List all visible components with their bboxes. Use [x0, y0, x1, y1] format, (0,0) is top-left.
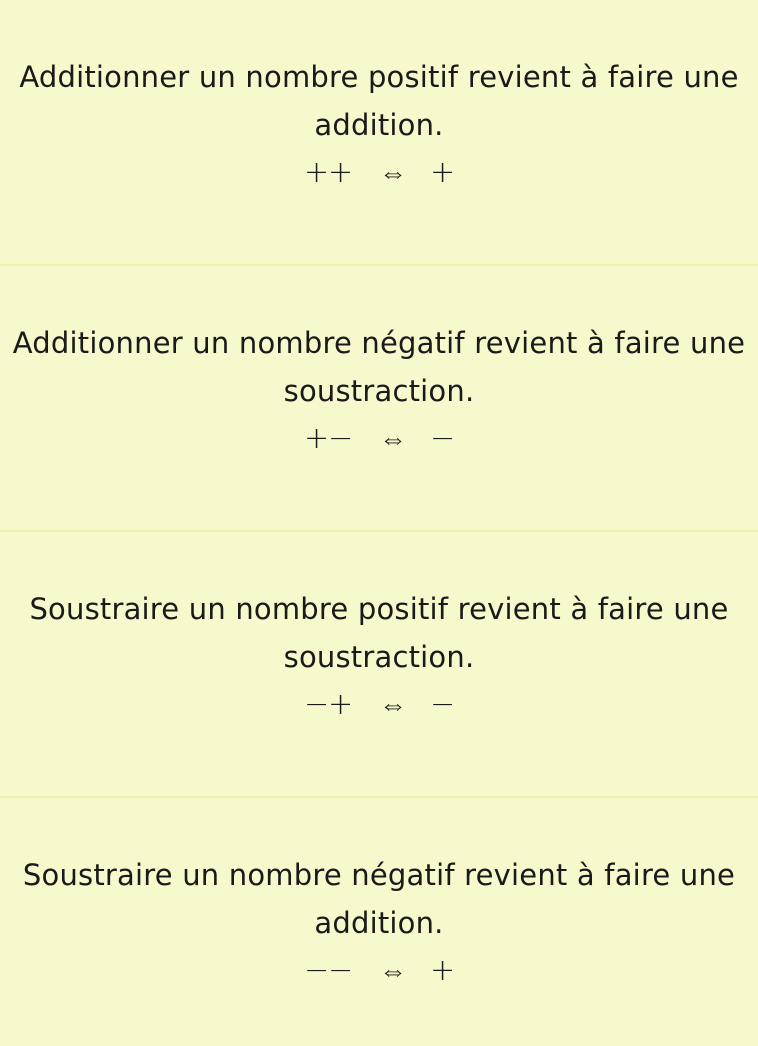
sign-formula: [304, 153, 454, 193]
result-sign: +: [430, 953, 456, 988]
result-sign: −: [430, 421, 456, 456]
equivalence-arrow-icon: ⇔: [379, 156, 407, 189]
equivalence-arrow-icon: ⇔: [379, 688, 407, 721]
rule-text: Additionner un nombre positif revient à faire une addition.: [19, 60, 739, 142]
sign-formula: [304, 951, 454, 991]
equivalence-arrow-icon: ⇔: [379, 954, 407, 987]
rule-text: Soustraire un nombre positif revient à faire une soustraction.: [29, 592, 729, 674]
second-sign: −: [328, 953, 354, 988]
sign-formula: [304, 685, 454, 725]
sign-formula: [304, 419, 454, 459]
second-sign: −: [328, 421, 354, 456]
rule-text: Soustraire un nombre négatif revient à faire une addition.: [22, 858, 736, 940]
result-sign: −: [430, 687, 456, 722]
rule-card-subtract-positive: [0, 532, 758, 798]
second-sign: +: [328, 687, 354, 722]
first-sign: +: [304, 155, 330, 190]
first-sign: +: [304, 421, 330, 456]
rule-card-add-negative: [0, 266, 758, 532]
result-sign: +: [430, 155, 456, 190]
rule-card-subtract-negative: [0, 798, 758, 1046]
rule-text: Additionner un nombre négatif revient à faire une soustraction.: [12, 326, 746, 408]
equivalence-arrow-icon: ⇔: [379, 422, 407, 455]
first-sign: −: [304, 953, 330, 988]
first-sign: −: [304, 687, 330, 722]
second-sign: +: [328, 155, 354, 190]
rule-card-add-positive: [0, 0, 758, 266]
